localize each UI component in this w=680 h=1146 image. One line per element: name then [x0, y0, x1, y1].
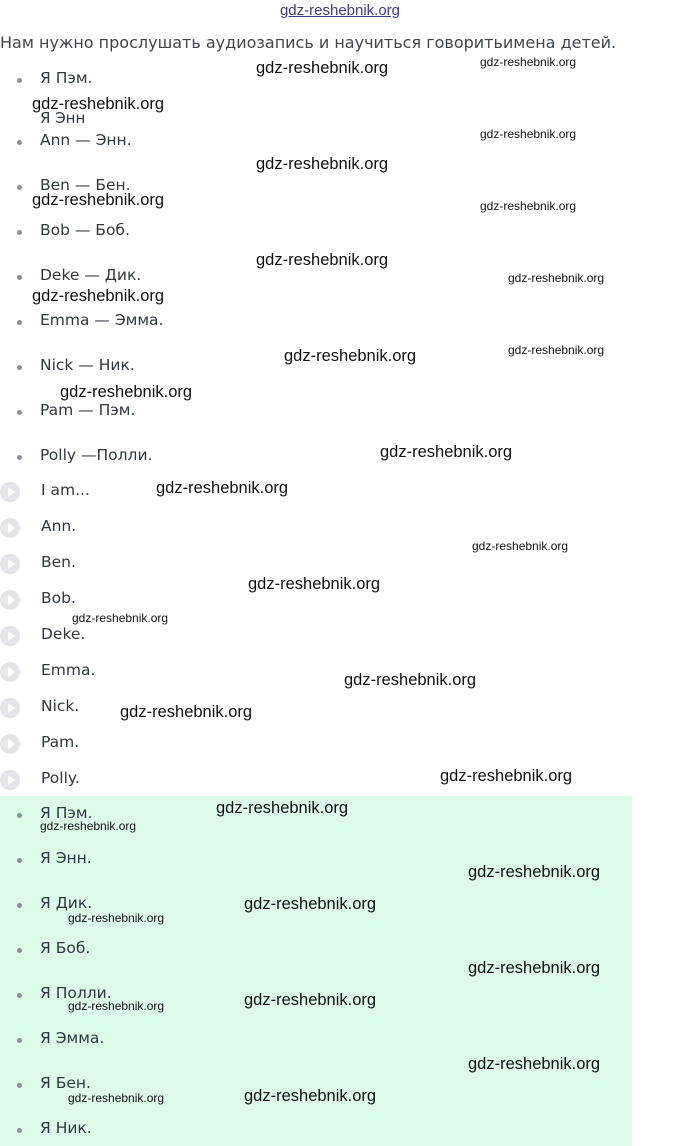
watermark: gdz-reshebnik.org	[380, 443, 513, 461]
bullet-icon	[17, 903, 22, 908]
watermark: gdz-reshebnik.org	[68, 911, 165, 925]
bullet-icon	[17, 1083, 22, 1088]
bullet-icon	[17, 1128, 22, 1133]
watermark: gdz-reshebnik.org	[344, 671, 477, 689]
play-icon[interactable]	[0, 482, 20, 502]
cut-off-text: Я Энн	[40, 109, 86, 127]
bullet-icon	[17, 78, 22, 83]
watermark: gdz-reshebnik.org	[120, 703, 253, 721]
play-icon[interactable]	[0, 590, 20, 610]
list-item-text: Ben — Бен.	[40, 176, 131, 194]
list-item-text: Ann — Энн.	[40, 131, 132, 149]
answer-text: Я Ник.	[40, 1119, 92, 1137]
play-icon[interactable]	[0, 734, 20, 754]
bullet-icon	[17, 410, 22, 415]
play-icon[interactable]	[0, 662, 20, 682]
list-item-text: Pam — Пэм.	[40, 401, 136, 419]
audio-item-text: Bob.	[41, 589, 76, 607]
list-item-text: Deke — Дик.	[40, 266, 142, 284]
bullet-icon	[17, 993, 22, 998]
answer-text: Я Полли.	[40, 984, 112, 1002]
play-icon[interactable]	[0, 698, 20, 718]
answer-text: Я Эмма.	[40, 1029, 105, 1047]
site-title[interactable]: gdz-reshebnik.org	[279, 2, 401, 19]
bullet-icon	[17, 275, 22, 280]
play-icon[interactable]	[0, 554, 20, 574]
bullet-icon	[17, 320, 22, 325]
list-item-text: Emma — Эмма.	[40, 311, 164, 329]
audio-item-text: Ben.	[41, 553, 76, 571]
answer-text: Я Дик.	[40, 894, 93, 912]
watermark: gdz-reshebnik.org	[284, 347, 417, 365]
watermark: gdz-reshebnik.org	[40, 819, 137, 833]
audio-item-text: Emma.	[41, 661, 96, 679]
watermark: gdz-reshebnik.org	[480, 199, 577, 213]
watermark: gdz-reshebnik.org	[256, 155, 389, 173]
bullet-icon	[17, 185, 22, 190]
watermark: gdz-reshebnik.org	[60, 383, 193, 401]
watermark: gdz-reshebnik.org	[256, 59, 389, 77]
list-item-text: Я Пэм.	[40, 69, 93, 87]
watermark: gdz-reshebnik.org	[32, 191, 165, 209]
audio-item-text: I am...	[41, 481, 90, 499]
bullet-icon	[17, 948, 22, 953]
play-icon[interactable]	[0, 770, 20, 790]
watermark: gdz-reshebnik.org	[72, 611, 169, 625]
answer-text: Я Пэм.	[40, 804, 93, 822]
answer-text: Я Энн.	[40, 849, 92, 867]
bullet-icon	[17, 230, 22, 235]
list-item-text: Nick — Ник.	[40, 356, 135, 374]
bullet-icon	[17, 813, 22, 818]
watermark: gdz-reshebnik.org	[508, 271, 605, 285]
watermark: gdz-reshebnik.org	[32, 95, 165, 113]
watermark: gdz-reshebnik.org	[480, 55, 577, 69]
watermark: gdz-reshebnik.org	[32, 287, 165, 305]
list-item-text: Polly —Полли.	[40, 446, 153, 464]
play-icon[interactable]	[0, 518, 20, 538]
watermark: gdz-reshebnik.org	[244, 895, 377, 913]
watermark: gdz-reshebnik.org	[508, 343, 605, 357]
bullet-icon	[17, 365, 22, 370]
watermark: gdz-reshebnik.org	[440, 767, 573, 785]
audio-item-text: Deke.	[41, 625, 86, 643]
watermark: gdz-reshebnik.org	[468, 1055, 601, 1073]
watermark: gdz-reshebnik.org	[68, 1091, 165, 1105]
watermark: gdz-reshebnik.org	[156, 479, 289, 497]
audio-item-text: Polly.	[41, 769, 80, 787]
bullet-icon	[17, 1038, 22, 1043]
watermark: gdz-reshebnik.org	[248, 575, 381, 593]
watermark: gdz-reshebnik.org	[468, 959, 601, 977]
list-item-text: Bob — Боб.	[40, 221, 130, 239]
watermark: gdz-reshebnik.org	[68, 999, 165, 1013]
answer-text: Я Бен.	[40, 1074, 91, 1092]
answer-text: Я Боб.	[40, 939, 91, 957]
watermark: gdz-reshebnik.org	[244, 991, 377, 1009]
watermark: gdz-reshebnik.org	[216, 799, 349, 817]
play-icon[interactable]	[0, 626, 20, 646]
watermark: gdz-reshebnik.org	[244, 1087, 377, 1105]
watermark: gdz-reshebnik.org	[468, 863, 601, 881]
watermark: gdz-reshebnik.org	[480, 127, 577, 141]
watermark: gdz-reshebnik.org	[256, 251, 389, 269]
bullet-icon	[17, 140, 22, 145]
bullet-icon	[17, 455, 22, 460]
intro-text: Нам нужно прослушать аудиозапись и научиться говоритьимена детей.	[0, 33, 617, 52]
audio-item-text: Pam.	[41, 733, 80, 751]
audio-item-text: Nick.	[41, 697, 80, 715]
bullet-icon	[17, 858, 22, 863]
watermark: gdz-reshebnik.org	[472, 539, 569, 553]
audio-item-text: Ann.	[41, 517, 77, 535]
